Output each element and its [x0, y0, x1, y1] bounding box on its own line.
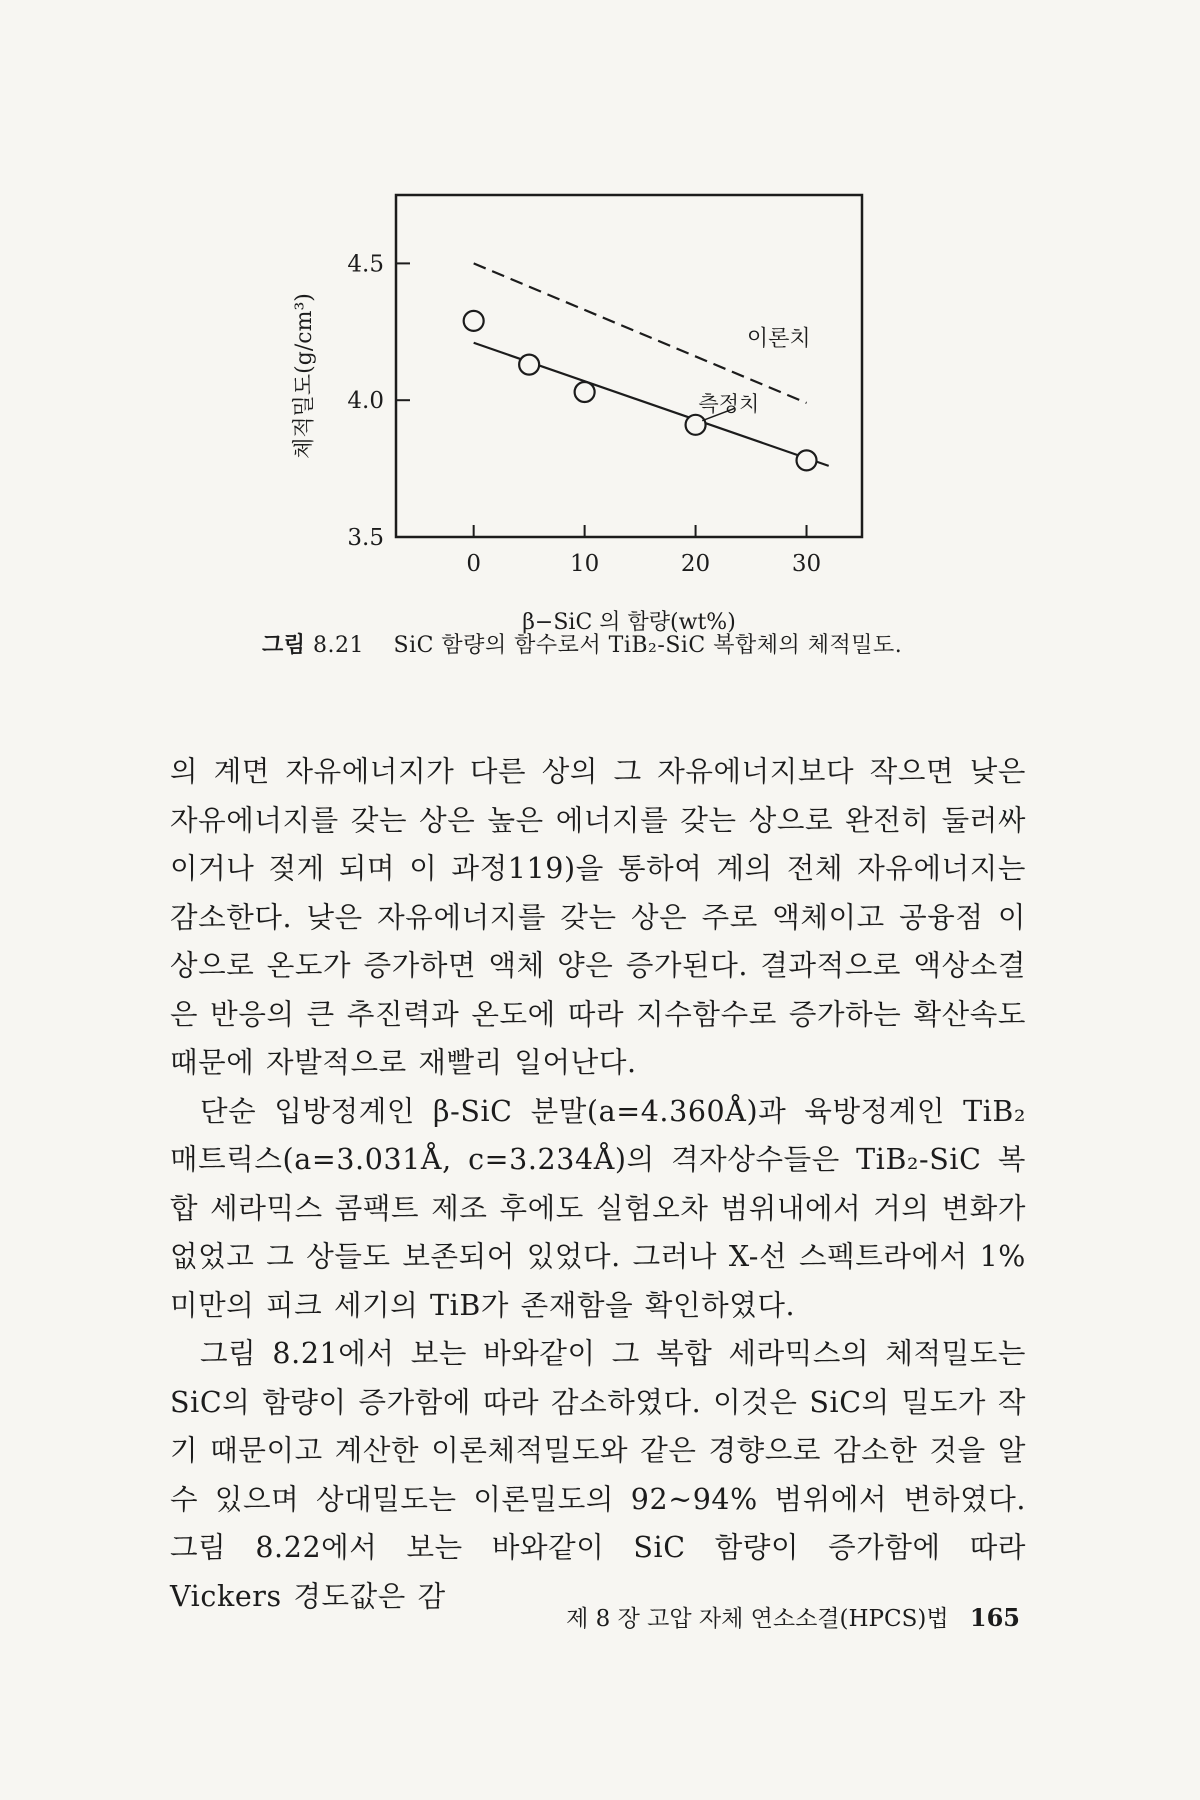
page-number: 165 — [969, 1603, 1020, 1632]
paragraph-3: 그림 8.21에서 보는 바와같이 그 복합 세라믹스의 체적밀도는 SiC의 함량이 증가함에 따라 감소하였다. 이것은 SiC의 밀도가 작기 때문이고 계산한 이론체적밀도와 같은 경향으로 감소한 것을 알 수 있으며 상대밀도는 이론밀도의 92~94% 범위에서 변하였다. 그림 8.22에서 보는 바와같이 SiC 함량이 증가함에 따라 Vickers 경도값은 감 — [170, 1337, 1026, 1613]
measured-point — [575, 382, 595, 402]
plot-frame — [396, 195, 862, 537]
y-tick-label: 3.5 — [347, 525, 384, 551]
page-footer — [520, 1600, 1020, 1633]
x-tick-label: 30 — [791, 551, 822, 577]
density-chart — [0, 0, 1200, 720]
x-tick-label: 10 — [569, 551, 600, 577]
paragraph-1: 의 계면 자유에너지가 다른 상의 그 자유에너지보다 작으면 낮은 자유에너지를 갖는 상은 높은 에너지를 갖는 상으로 완전히 둘러싸이거나 젖게 되며 이 과정119)을 통하여 계의 전체 자유에너지는 감소한다. 낮은 자유에너지를 갖는 상은 주로 액체이고 공융점 이상으로 온도가 증가하면 액체 양은 증가된다. 결과적으로 액상소결은 반응의 큰 추진력과 온도에 따라 지수함수로 증가하는 확산속도 때문에 자발적으로 재빨리 일어난다. — [170, 755, 1026, 1079]
measured-point — [464, 311, 484, 331]
legend-measured: 측정치 — [698, 392, 760, 417]
x-tick-label: 20 — [680, 551, 711, 577]
measured-point — [797, 450, 817, 470]
measured-point — [686, 415, 706, 435]
y-tick-label: 4.0 — [347, 388, 384, 415]
legend-theoretical: 이론치 — [746, 326, 811, 352]
measured-point — [519, 355, 539, 375]
y-tick-label: 4.5 — [347, 251, 384, 278]
caption-text: SiC 함량의 함수로서 TiB₂-SiC 복합체의 체적밀도. — [393, 633, 903, 658]
paragraph-2: 단순 입방정계인 β-SiC 분말(a=4.360Å)과 육방정계인 TiB₂ 매트릭스(a=3.031Å, c=3.234Å)의 격자상수들은 TiB₂-SiC 복합 세라믹스 콤팩트 제조 후에도 실험오차 범위내에서 거의 변화가 없었고 그 상들도 보존되어 있었다. 그러나 X-선 스펙트라에서 1% 미만의 피크 세기의 TiB가 존재함을 확인하였다. — [170, 1094, 1026, 1322]
body-text — [170, 748, 1026, 1621]
caption-number: 8.21 — [313, 633, 364, 658]
caption-label: 그림 — [262, 632, 306, 658]
y-axis-label: 체적밀도(g/cm³) — [292, 293, 317, 459]
x-axis-label: β−SiC 의 함량(wt%) — [522, 610, 736, 635]
figure-caption — [262, 628, 1022, 659]
x-tick-label: 0 — [466, 551, 481, 577]
running-header: 제 8 장 고압 자체 연소소결(HPCS)법 — [566, 1606, 949, 1632]
